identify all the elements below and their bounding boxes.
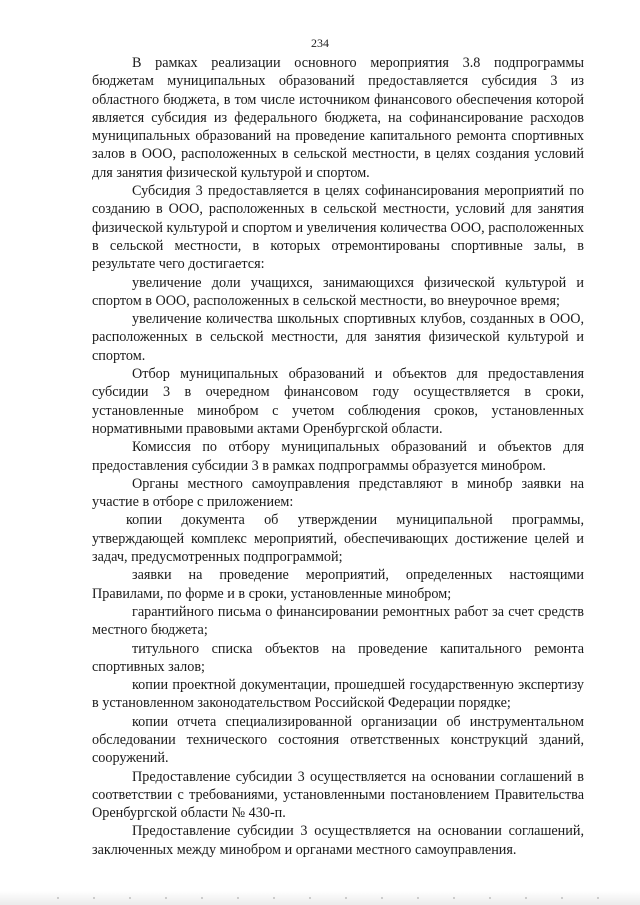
- paragraph-attachment-guarantee: гарантийного письма о финансировании ремонтных работ за счет средств местного бюджета;: [92, 603, 584, 639]
- paragraph-selection-timing: Отбор муниципальных образований и объектов для предоставления субсидии 3 в очередном финансовом году осуществляется в сроки, установленные минобром с учетом соблюдения сроков, установленных нормативными правовыми актами Оренбургской области.: [92, 366, 584, 437]
- paragraph-attachment-title-list: титульного списка объектов на проведение капитального ремонта спортивных залов;: [92, 640, 584, 675]
- paragraph-attachment-requests: заявки на проведение мероприятий, определенных настоящими Правилами, по форме и в сроки, установленные минобром;: [92, 567, 584, 602]
- paragraph-commission: Комиссия по отбору муниципальных образований и объектов для предоставления субсидии 3 в рамках подпрограммы образуется минобром.: [92, 439, 584, 474]
- document-body: [92, 54, 584, 859]
- paragraph-subsidy-purpose: Субсидия 3 предоставляется в целях софинансирования мероприятий по созданию в ООО, расположенных в сельской местности, условий для занятия физической культурой и спортом и увеличения количества ООО, расположенных в сельской местности, в которых отремонтированы спортивные залы, в результате чего достигается:: [92, 183, 584, 273]
- paragraph-attachment-inspection: копии отчета специализированной организации об инструментальном обследовании технического состояния ответственных конструкций зданий, сооружений.: [92, 713, 584, 767]
- paragraph-agreements-parties: Предоставление субсидии 3 осуществляется на основании соглашений, заключенных между минобром и органами местного самоуправления.: [92, 823, 584, 858]
- scan-noise-dots: [40, 897, 600, 899]
- paragraph-result-clubs: увеличение количества школьных спортивных клубов, созданных в ООО, расположенных в сельской местности, для занятия физической культурой и спортом.: [92, 311, 584, 364]
- scan-edge-artifact: [0, 891, 640, 905]
- paragraph-attachment-program: копии документа об утверждении муниципальной программы, утверждающей комплекс мероприятий, обеспечивающих достижение целей и задач, предусмотренных подпрограммой;: [92, 512, 584, 566]
- paragraph-applications: Органы местного самоуправления представляют в минобр заявки на участие в отборе с приложением:: [92, 475, 584, 511]
- paragraph-result-share: увеличение доли учащихся, занимающихся физической культурой и спортом в ООО, расположенных в сельской местности, во внеурочное время;: [92, 274, 584, 309]
- paragraph-subsidy-intro: В рамках реализации основного мероприятия 3.8 подпрограммы бюджетам муниципальных образований предоставляется субсидия 3 из областного бюджета, в том числе источником финансового обеспечения которой является субсидия из федерального бюджета, на софинансирование расходов муниципальных образований на проведение капитального ремонта спортивных залов в ООО, расположенных в сельской местности, в целях создания условий для занятия физической культурой и спортом.: [92, 55, 584, 181]
- paragraph-agreements-requirements: Предоставление субсидии 3 осуществляется на основании соглашений в соответствии с требованиями, установленными постановлением Правительства Оренбургской области № 430-п.: [92, 768, 584, 822]
- page-number: 234: [311, 36, 329, 50]
- paragraph-attachment-design-docs: копии проектной документации, прошедшей государственную экспертизу в установленном законодательством Российской Федерации порядке;: [92, 677, 584, 712]
